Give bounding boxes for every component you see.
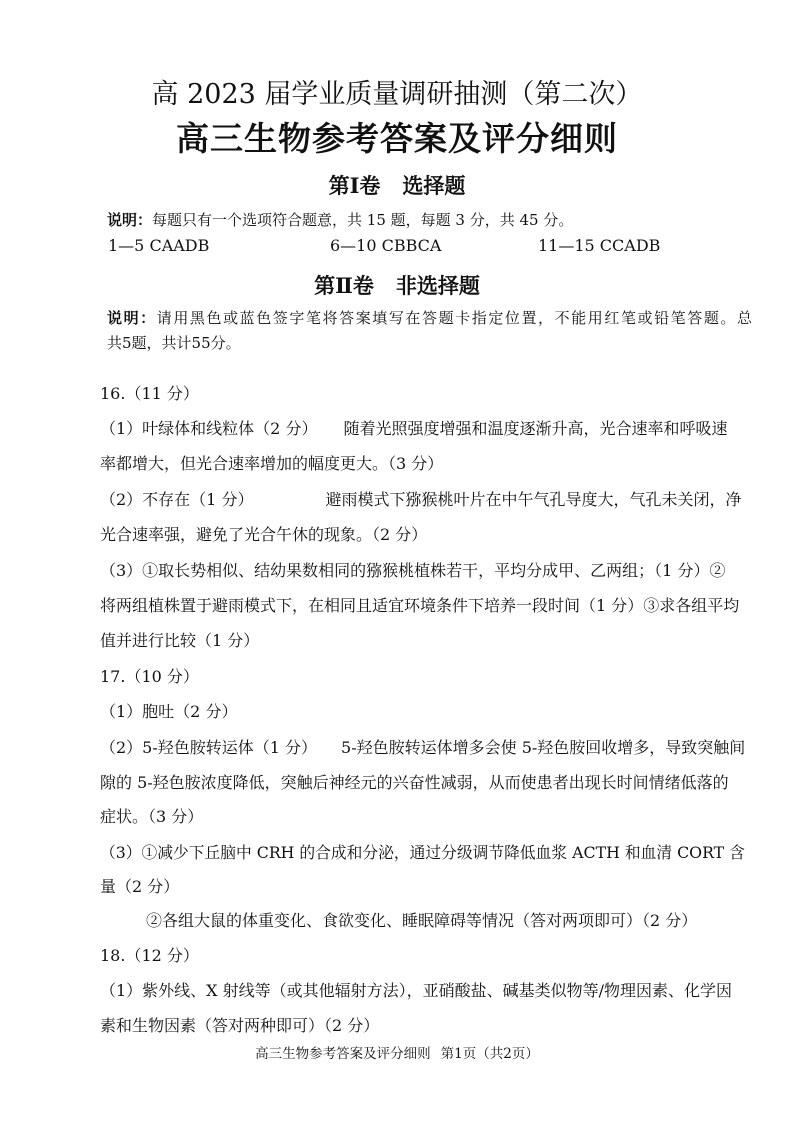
part1-note-text: 每题只有一个选项符合题意，共 15 题，每题 3 分，共 45 分。 [152,211,574,229]
part2-heading-type: 非选择题 [395,273,480,298]
q17-heading: 17.（10 分） [100,667,199,686]
q18-heading: 18.（12 分） [100,946,199,965]
part2-note-line2: 共5题，共计55分。 [107,334,241,352]
q17-part2 [100,735,748,758]
answer-group-11-15: 11—15 CCADB [538,236,661,255]
q16-part1 [100,416,748,439]
part1-heading-type: 选择题 [402,173,466,198]
q17-part3-line2: 量（2 分） [100,877,180,896]
q18-part1-line1: （1）紫外线、X 射线等（或其他辐射方法），亚硝酸盐、碱基类似物等/物理因素、化学因 [100,981,733,1000]
q16-part1-reason: 随着光照强度增强和温度逐渐升高，光合速率和呼吸速 [343,419,728,438]
page-footer [0,1042,794,1062]
q16-part3-line1: （3）①取长势相似、结幼果数相同的猕猴桃植株若干，平均分成甲、乙两组；（1 分）② [100,561,726,580]
q17-part3-line1: （3）①减少下丘脑中 CRH 的合成和分泌，通过分级调节降低血浆 ACTH 和血清 CORT 含 [100,843,745,862]
q17-line4: 症状。（3 分） [100,807,204,826]
q17-part3-item2: ②各组大鼠的体重变化、食欲变化、睡眠障碍等情况（答对两项即可）（2 分） [146,911,698,930]
part1-heading-volume: 第Ⅰ卷 [328,173,381,198]
q17-line3: 隙的 5-羟色胺浓度降低，突触后神经元的兴奋性减弱，从而使患者出现长时间情绪低落的 [100,773,729,792]
q16-part2-reason: 避雨模式下猕猴桃叶片在中午气孔导度大，气孔未关闭，净 [325,490,742,509]
q16-part2 [100,487,748,510]
answer-group-6-10: 6—10 CBBCA [330,236,442,255]
part2-heading [0,270,794,300]
part2-instructions [107,306,752,356]
q17-part2-answer: （2）5-羟色胺转运体（1 分） [100,738,318,757]
document-title: 高三生物参考答案及评分细则 [176,119,618,158]
q16-part1-answer: （1）叶绿体和线粒体（2 分） [100,419,318,438]
q17-part2-reason: 5-羟色胺转运体增多会使 5-羟色胺回收增多，导致突触间 [341,738,746,757]
part1-heading [0,170,794,200]
q16-line4: 光合速率强，避免了光合午休的现象。（2 分） [100,525,428,544]
part2-note-line1: 请用黑色或蓝色签字笔将答案填写在答题卡指定位置，不能用红笔或铅笔答题。总 [156,309,752,327]
q18-part1-line2: 素和生物因素（答对两种即可）（2 分） [100,1016,380,1035]
q17-part1: （1）胞吐（2 分） [100,702,238,721]
q16-heading: 16.（11 分） [100,384,199,403]
part1-note-label: 说明： [107,211,153,229]
q16-part3-line2: 将两组植株置于避雨模式下，在相同且适宜环境条件下培养一段时间（1 分）③求各组平均 [100,596,740,615]
part2-heading-volume: 第Ⅱ卷 [314,273,374,298]
part2-note-label: 说明： [107,309,157,327]
q16-part3-line3: 值并进行比较（1 分） [100,631,260,650]
q16-line2: 率都增大，但光合速率增加的幅度更大。（3 分） [100,454,444,473]
answer-group-1-5: 1—5 CAADB [108,236,210,255]
q16-part2-answer: （2）不存在（1 分） [100,490,254,509]
footer-title: 高三生物参考答案及评分细则 [255,1046,431,1062]
part1-instructions [107,208,752,233]
page-number: 第1页（共2页） [440,1046,539,1062]
exam-title: 高 2023 届学业质量调研抽测（第二次） [151,79,643,110]
